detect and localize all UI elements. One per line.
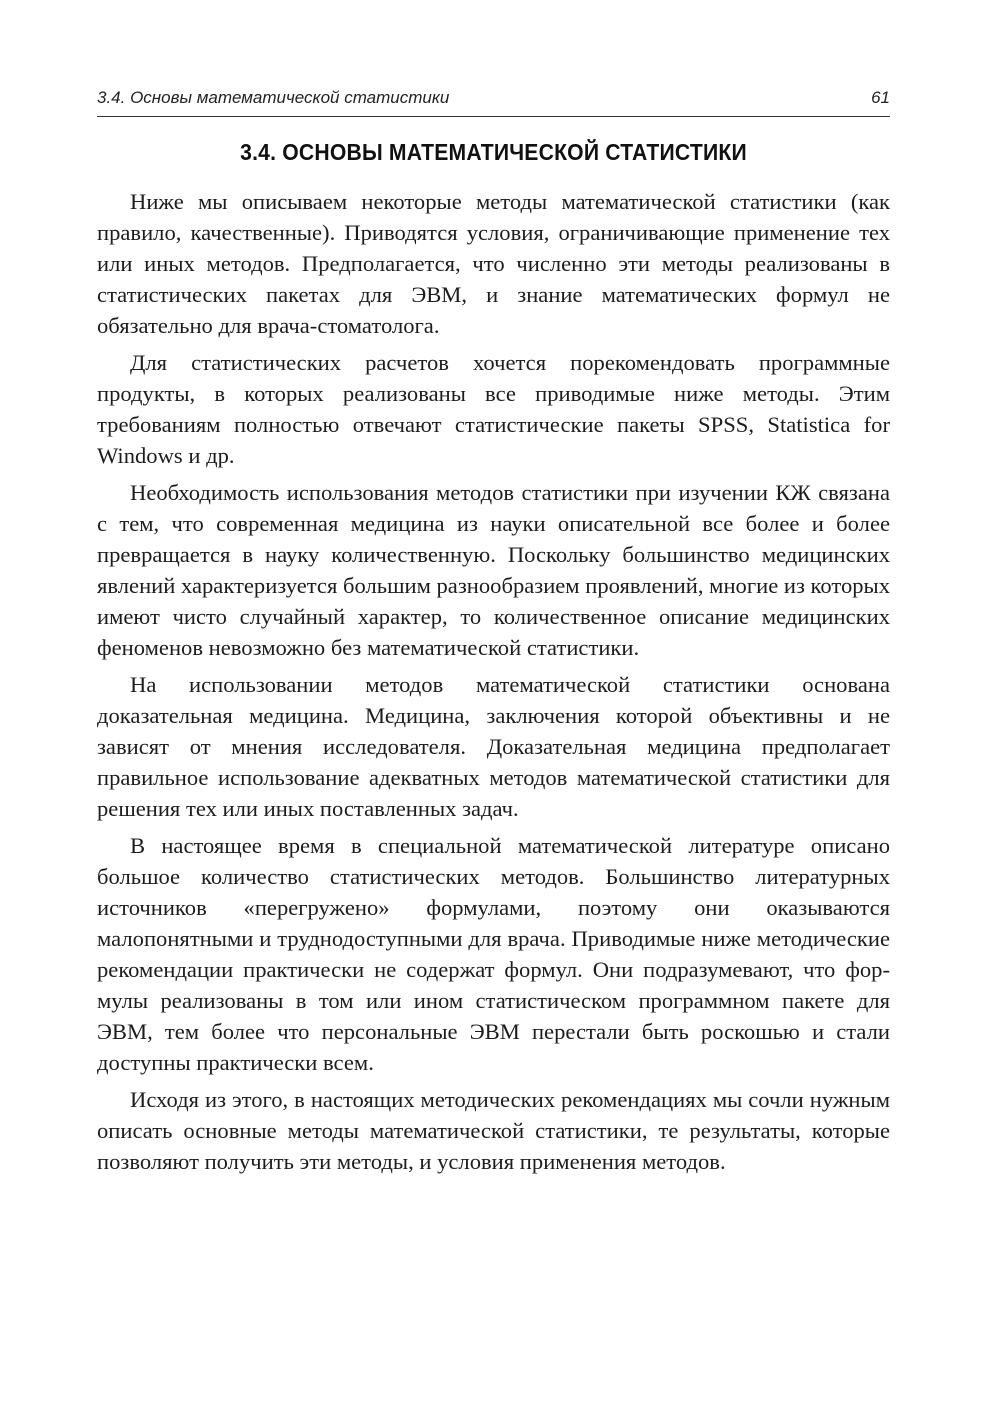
body-text xyxy=(97,186,890,1177)
paragraph: Необходимость использования методов статистики при изучении КЖ связана с тем, что современная медицина из науки описательной все более и более превращается в науку количественную. Поскольку большинство медицинских явлений характеризуется большим разнообразием проявлений, многие из которых имеют чисто случайный характер, то количественное описание медицинских феноменов невозможно без математической статистики. xyxy=(97,480,891,660)
paragraph: На использовании методов математической статистики основана доказательная медицина. Медицина, заключения которой объективны и не зависят от мнения исследователя. Доказательная медицина предполагает правильное использование адекватных методов математической статистики для решения тех или иных поставленных задач. xyxy=(97,672,890,821)
paragraph: Ниже мы описываем некоторые методы математической статистики (как правило, качественные). Приводятся условия, ограничивающие применение тех или иных методов. Предполагается, что численно эти методы реализованы в статистических пакетах для ЭВМ, и знание математических формул не обязательно для врача-стоматолога. xyxy=(97,189,890,338)
running-title: 3.4. Основы математической статистики xyxy=(97,88,450,107)
paragraph: Для статистических расчетов хочется порекомендовать программные продукты, в которых реализованы все приводимые ниже методы. Этим требованиям полностью отвечают статистические пакеты SPSS, Statistica for Windows и др. xyxy=(97,350,890,468)
running-header xyxy=(97,88,890,117)
page-number: 61 xyxy=(871,88,890,107)
paragraph: Исходя из этого, в настоящих методических рекомендациях мы сочли нужным описать основные методы математической статистики, те результаты, которые позволяют получить эти методы, и условия применения методов. xyxy=(97,1087,890,1174)
section-title: 3.4. ОСНОВЫ МАТЕМАТИЧЕСКОЙ СТАТИСТИКИ xyxy=(240,139,747,165)
paragraph: В настоящее время в специальной математической литературе описано большое количество статистических методов. Большинство литературных источников «перегружено» формулами, поэтому они оказываются малопонятными и труднодоступными для врача. Приводимые ниже методические рекомендации практически не содержат формул. Они подразумевают, что формулы реализованы в том или ином статистическом программном пакете для ЭВМ, тем более что персональные ЭВМ перестали быть роскошью и стали доступны практически всем. xyxy=(97,833,890,1075)
book-page xyxy=(97,88,890,1183)
